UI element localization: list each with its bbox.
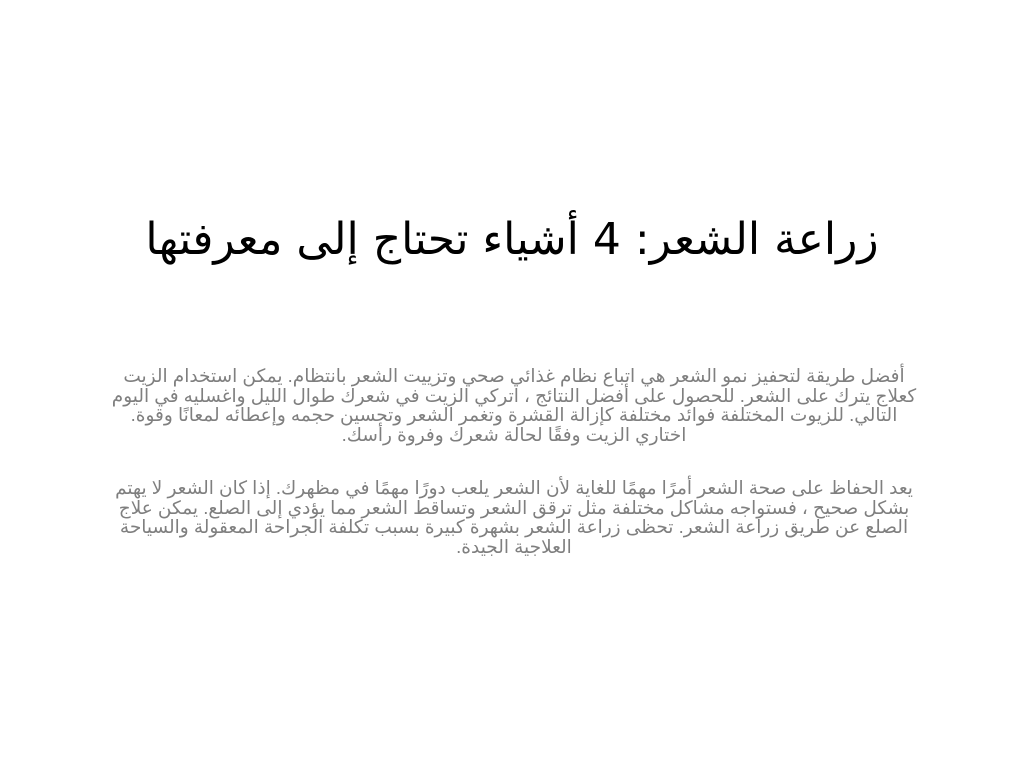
slide-body [104,366,924,556]
body-paragraph-2: يعد الحفاظ على صحة الشعر أمرًا مهمًا للغاية لأن الشعر يلعب دورًا مهمًا في مظهرك. إذا كان الشعر لا يهتم بشكل صحيح ، فستواجه مشاكل مختلفة مثل ترقق الشعر وتساقط الشعر مما يؤدي إلى الصلع. يمكن علاج الصلع عن طريق زراعة الشعر. تحظى زراعة الشعر بشهرة كبيرة بسبب تكلفة الجراحة المعقولة والسياحة العلاجية الجيدة. [115,477,913,557]
slide-title: زراعة الشعر: 4 أشياء تحتاج إلى معرفتها [145,214,879,265]
body-paragraph-1: أفضل طريقة لتحفيز نمو الشعر هي اتباع نظام غذائي صحي وتزييت الشعر بانتظام. يمكن استخدام الزيت كعلاج يترك على الشعر. للحصول على أفضل النتائج ، اتركي الزيت في شعرك طوال الليل واغسليه في اليوم التالي. للزيوت المختلفة فوائد مختلفة كإزالة القشرة وتغمر الشعر وتحسين حجمه وإعطائه لمعانًا وقوة. اختاري الزيت وفقًا لحالة شعرك وفروة رأسك. [111,365,917,445]
